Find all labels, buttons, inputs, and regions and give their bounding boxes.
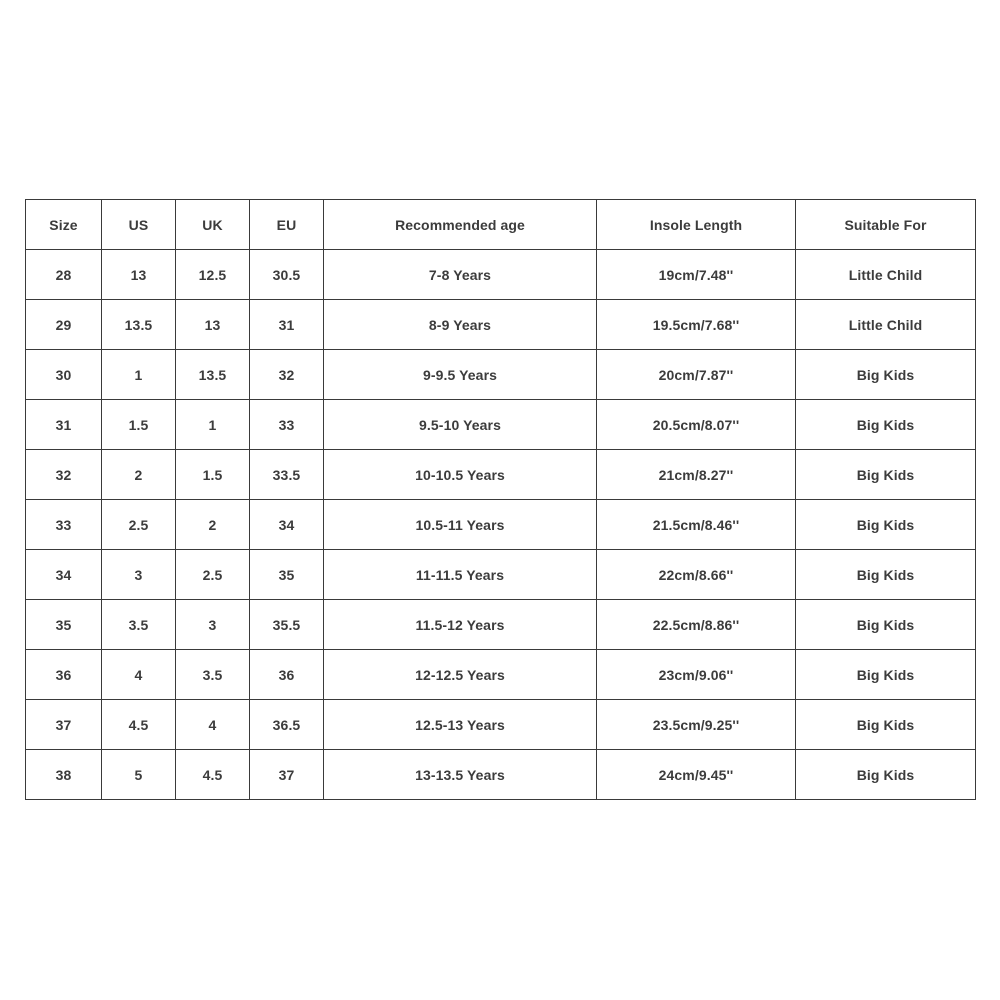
- cell-uk: 2: [176, 500, 250, 550]
- cell-size: 37: [26, 700, 102, 750]
- cell-insole-length: 20.5cm/8.07'': [597, 400, 796, 450]
- cell-us: 13: [102, 250, 176, 300]
- cell-recommended-age: 10-10.5 Years: [324, 450, 597, 500]
- table-row: [26, 700, 976, 750]
- cell-recommended-age: 13-13.5 Years: [324, 750, 597, 800]
- table-row: [26, 750, 976, 800]
- cell-eu: 31: [250, 300, 324, 350]
- cell-uk: 1.5: [176, 450, 250, 500]
- cell-size: 29: [26, 300, 102, 350]
- cell-eu: 35: [250, 550, 324, 600]
- cell-eu: 30.5: [250, 250, 324, 300]
- cell-size: 38: [26, 750, 102, 800]
- cell-insole-length: 24cm/9.45'': [597, 750, 796, 800]
- table-row: [26, 350, 976, 400]
- cell-uk: 4: [176, 700, 250, 750]
- column-header-eu: EU: [250, 200, 324, 250]
- cell-size: 35: [26, 600, 102, 650]
- cell-uk: 2.5: [176, 550, 250, 600]
- cell-size: 32: [26, 450, 102, 500]
- cell-insole-length: 23.5cm/9.25'': [597, 700, 796, 750]
- cell-us: 4.5: [102, 700, 176, 750]
- cell-insole-length: 20cm/7.87'': [597, 350, 796, 400]
- cell-us: 5: [102, 750, 176, 800]
- table-row: [26, 450, 976, 500]
- cell-insole-length: 21.5cm/8.46'': [597, 500, 796, 550]
- table-row: [26, 600, 976, 650]
- table-body: [26, 250, 976, 800]
- column-header-size: Size: [26, 200, 102, 250]
- column-header-insole-length: Insole Length: [597, 200, 796, 250]
- cell-uk: 4.5: [176, 750, 250, 800]
- table-row: [26, 550, 976, 600]
- column-header-suitable-for: Suitable For: [796, 200, 976, 250]
- cell-insole-length: 22.5cm/8.86'': [597, 600, 796, 650]
- cell-recommended-age: 7-8 Years: [324, 250, 597, 300]
- cell-suitable-for: Little Child: [796, 300, 976, 350]
- cell-us: 2: [102, 450, 176, 500]
- cell-suitable-for: Big Kids: [796, 550, 976, 600]
- cell-us: 2.5: [102, 500, 176, 550]
- cell-eu: 32: [250, 350, 324, 400]
- cell-suitable-for: Big Kids: [796, 700, 976, 750]
- cell-uk: 12.5: [176, 250, 250, 300]
- cell-insole-length: 23cm/9.06'': [597, 650, 796, 700]
- size-chart-table: [25, 199, 976, 800]
- cell-suitable-for: Big Kids: [796, 750, 976, 800]
- cell-recommended-age: 12.5-13 Years: [324, 700, 597, 750]
- cell-suitable-for: Big Kids: [796, 400, 976, 450]
- cell-size: 33: [26, 500, 102, 550]
- cell-insole-length: 19cm/7.48'': [597, 250, 796, 300]
- cell-eu: 35.5: [250, 600, 324, 650]
- column-header-us: US: [102, 200, 176, 250]
- cell-insole-length: 19.5cm/7.68'': [597, 300, 796, 350]
- cell-eu: 33: [250, 400, 324, 450]
- table-row: [26, 300, 976, 350]
- table-row: [26, 650, 976, 700]
- cell-recommended-age: 10.5-11 Years: [324, 500, 597, 550]
- table-row: [26, 500, 976, 550]
- cell-eu: 36: [250, 650, 324, 700]
- cell-uk: 13.5: [176, 350, 250, 400]
- cell-suitable-for: Big Kids: [796, 500, 976, 550]
- cell-suitable-for: Big Kids: [796, 650, 976, 700]
- cell-suitable-for: Big Kids: [796, 600, 976, 650]
- cell-eu: 37: [250, 750, 324, 800]
- cell-suitable-for: Big Kids: [796, 350, 976, 400]
- cell-recommended-age: 9.5-10 Years: [324, 400, 597, 450]
- cell-eu: 33.5: [250, 450, 324, 500]
- cell-uk: 3: [176, 600, 250, 650]
- cell-recommended-age: 8-9 Years: [324, 300, 597, 350]
- column-header-recommended-age: Recommended age: [324, 200, 597, 250]
- table-row: [26, 400, 976, 450]
- cell-recommended-age: 11.5-12 Years: [324, 600, 597, 650]
- cell-size: 34: [26, 550, 102, 600]
- cell-us: 3: [102, 550, 176, 600]
- cell-recommended-age: 9-9.5 Years: [324, 350, 597, 400]
- cell-us: 4: [102, 650, 176, 700]
- cell-size: 31: [26, 400, 102, 450]
- cell-uk: 3.5: [176, 650, 250, 700]
- cell-us: 1.5: [102, 400, 176, 450]
- cell-us: 3.5: [102, 600, 176, 650]
- cell-us: 1: [102, 350, 176, 400]
- cell-uk: 1: [176, 400, 250, 450]
- table-row: [26, 250, 976, 300]
- cell-us: 13.5: [102, 300, 176, 350]
- cell-insole-length: 21cm/8.27'': [597, 450, 796, 500]
- cell-uk: 13: [176, 300, 250, 350]
- cell-suitable-for: Big Kids: [796, 450, 976, 500]
- cell-size: 28: [26, 250, 102, 300]
- cell-insole-length: 22cm/8.66'': [597, 550, 796, 600]
- column-header-uk: UK: [176, 200, 250, 250]
- cell-recommended-age: 11-11.5 Years: [324, 550, 597, 600]
- cell-size: 30: [26, 350, 102, 400]
- cell-recommended-age: 12-12.5 Years: [324, 650, 597, 700]
- cell-eu: 34: [250, 500, 324, 550]
- header-row: [26, 200, 976, 250]
- cell-size: 36: [26, 650, 102, 700]
- cell-eu: 36.5: [250, 700, 324, 750]
- cell-suitable-for: Little Child: [796, 250, 976, 300]
